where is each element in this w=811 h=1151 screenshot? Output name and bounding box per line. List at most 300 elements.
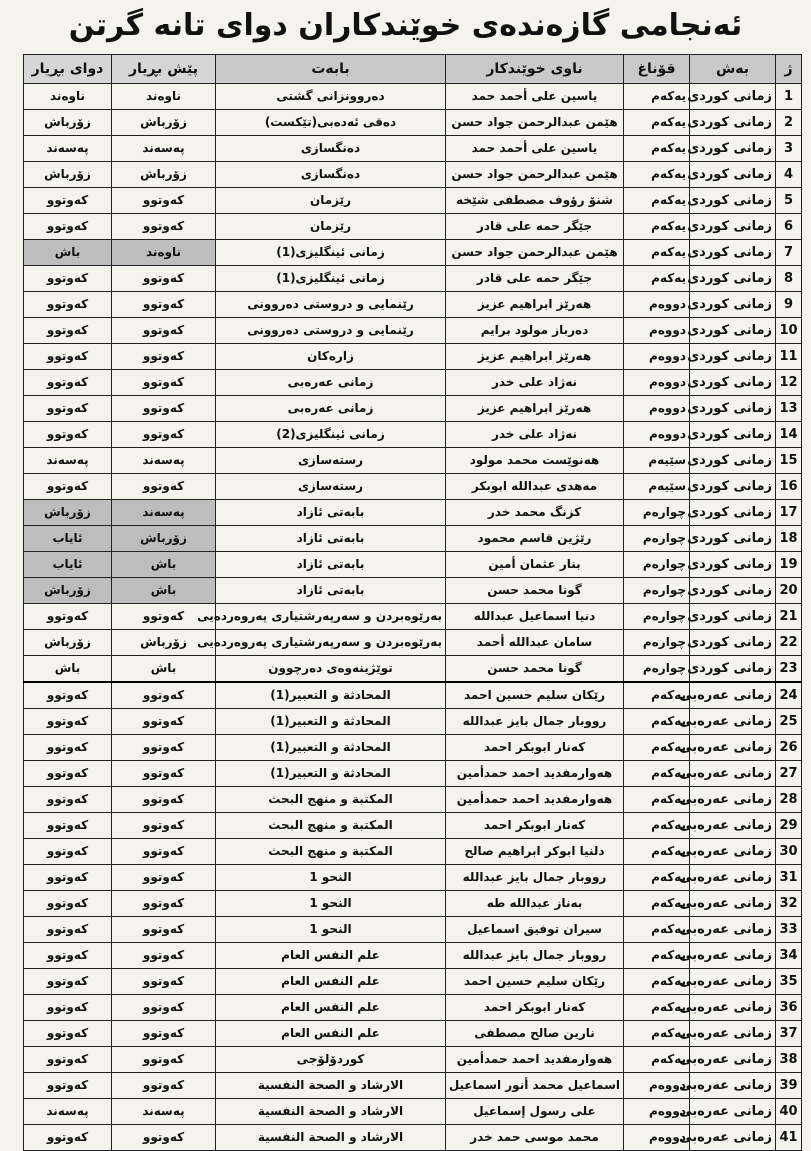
before-decision-cell: کەوتوو	[112, 787, 216, 813]
after-decision-cell: کەوتوو	[24, 1047, 112, 1073]
student-name-cell: دەرباز مولود برایم	[446, 318, 624, 344]
table-row	[24, 839, 802, 865]
table-row	[24, 604, 802, 630]
after-decision-cell: ئایاب	[24, 526, 112, 552]
subject-cell: زمانی عەرەبی	[216, 370, 446, 396]
row-number: 15	[776, 448, 802, 474]
department-cell: زمانی عەرەبی	[690, 865, 776, 891]
stage-cell: چوارەم	[624, 604, 690, 630]
department-cell: زمانی کوردی	[690, 474, 776, 500]
table-row	[24, 370, 802, 396]
subject-cell: المکتبة و منهج البحث	[216, 839, 446, 865]
row-number: 31	[776, 865, 802, 891]
table-row	[24, 162, 802, 188]
table-row	[24, 110, 802, 136]
table-row	[24, 787, 802, 813]
table-row	[24, 188, 802, 214]
subject-cell: زمانی ئینگلیزی(2)	[216, 422, 446, 448]
header-no: ژ	[776, 55, 802, 84]
student-name-cell: هەرێز ابراهیم عزیز	[446, 292, 624, 318]
after-decision-cell: کەوتوو	[24, 787, 112, 813]
subject-cell: بابەتی ئازاد	[216, 500, 446, 526]
department-cell: زمانی عەرەبی	[690, 787, 776, 813]
subject-cell: علم النفس العام	[216, 1021, 446, 1047]
student-name-cell: هێمن عبدالرحمن جواد حسن	[446, 162, 624, 188]
student-name-cell: هەوارمفدید احمد حمدأمین	[446, 787, 624, 813]
after-decision-cell: کەوتوو	[24, 474, 112, 500]
table-row	[24, 917, 802, 943]
header-department: بەش	[690, 55, 776, 84]
before-decision-cell: کەوتوو	[112, 370, 216, 396]
after-decision-cell: زۆرباش	[24, 110, 112, 136]
subject-cell: کوردۆلۆجی	[216, 1047, 446, 1073]
after-decision-cell: زۆرباش	[24, 578, 112, 604]
department-cell: زمانی عەرەبی	[690, 1021, 776, 1047]
department-cell: زمانی کوردی	[690, 396, 776, 422]
department-cell: زمانی کوردی	[690, 422, 776, 448]
after-decision-cell: زۆرباش	[24, 500, 112, 526]
subject-cell: رێزمان	[216, 188, 446, 214]
after-decision-cell: کەوتوو	[24, 891, 112, 917]
stage-cell: دووەم	[624, 1125, 690, 1151]
after-decision-cell: کەوتوو	[24, 682, 112, 709]
after-decision-cell: کەوتوو	[24, 995, 112, 1021]
department-cell: زمانی عەرەبی	[690, 1047, 776, 1073]
student-name-cell: جێگر حمە علی قادر	[446, 214, 624, 240]
before-decision-cell: کەوتوو	[112, 266, 216, 292]
subject-cell: علم النفس العام	[216, 943, 446, 969]
department-cell: زمانی کوردی	[690, 344, 776, 370]
student-name-cell: کزنگ محمد خدر	[446, 500, 624, 526]
before-decision-cell: کەوتوو	[112, 682, 216, 709]
after-decision-cell: کەوتوو	[24, 969, 112, 995]
before-decision-cell: پەسەند	[112, 1099, 216, 1125]
table-row	[24, 578, 802, 604]
subject-cell: زمانی ئینگلیزی(1)	[216, 266, 446, 292]
department-cell: زمانی کوردی	[690, 370, 776, 396]
stage-cell: یەکەم	[624, 214, 690, 240]
before-decision-cell: ناوەند	[112, 240, 216, 266]
after-decision-cell: کەوتوو	[24, 1021, 112, 1047]
row-number: 2	[776, 110, 802, 136]
table-row	[24, 136, 802, 162]
table-row	[24, 1047, 802, 1073]
table-row	[24, 1125, 802, 1151]
after-decision-cell: باش	[24, 240, 112, 266]
before-decision-cell: زۆرباش	[112, 526, 216, 552]
page-title: ئەنجامی گازەندەی خوێندکاران دوای تانە گرتن	[68, 8, 743, 43]
subject-cell: الارشاد و الصحة النفسیة	[216, 1099, 446, 1125]
table-row	[24, 630, 802, 656]
department-cell: زمانی کوردی	[690, 240, 776, 266]
table-row	[24, 865, 802, 891]
row-number: 19	[776, 552, 802, 578]
stage-cell: یەکەم	[624, 865, 690, 891]
stage-cell: یەکەم	[624, 969, 690, 995]
department-cell: زمانی عەرەبی	[690, 761, 776, 787]
department-cell: زمانی کوردی	[690, 188, 776, 214]
before-decision-cell: پەسەند	[112, 136, 216, 162]
row-number: 16	[776, 474, 802, 500]
department-cell: زمانی کوردی	[690, 578, 776, 604]
row-number: 41	[776, 1125, 802, 1151]
subject-cell: دەنگسازی	[216, 162, 446, 188]
department-cell: زمانی کوردی	[690, 448, 776, 474]
before-decision-cell: کەوتوو	[112, 709, 216, 735]
table-row	[24, 240, 802, 266]
subject-cell: بابەتی ئازاد	[216, 526, 446, 552]
subject-cell: زمانی ئینگلیزی(1)	[216, 240, 446, 266]
subject-cell: رستەسازی	[216, 474, 446, 500]
table-row	[24, 709, 802, 735]
after-decision-cell: کەوتوو	[24, 865, 112, 891]
subject-cell: المکتبة و منهج البحث	[216, 787, 446, 813]
subject-cell: بەرێوەبردن و سەرپەرشتیاری پەروەردەیی	[216, 630, 446, 656]
subject-cell: زمانی عەرەبی	[216, 396, 446, 422]
student-name-cell: نارین صالح مصطفی	[446, 1021, 624, 1047]
stage-cell: یەکەم	[624, 110, 690, 136]
student-name-cell: هێمن عبدالرحمن جواد حسن	[446, 240, 624, 266]
before-decision-cell: کەوتوو	[112, 1021, 216, 1047]
after-decision-cell: پەسەند	[24, 136, 112, 162]
department-cell: زمانی عەرەبی	[690, 969, 776, 995]
subject-cell: دەروونزانی گشتی	[216, 84, 446, 110]
results-table	[23, 54, 802, 1151]
subject-cell: الارشاد و الصحة النفسیة	[216, 1073, 446, 1099]
student-name-cell: رێژین قاسم محمود	[446, 526, 624, 552]
subject-cell: زارەکان	[216, 344, 446, 370]
department-cell: زمانی عەرەبی	[690, 891, 776, 917]
student-name-cell: هێمن عبدالرحمن جواد حسن	[446, 110, 624, 136]
table-body	[24, 84, 802, 1151]
stage-cell: یەکەم	[624, 761, 690, 787]
department-cell: زمانی کوردی	[690, 500, 776, 526]
student-name-cell: کەنار ابوبکر احمد	[446, 735, 624, 761]
row-number: 9	[776, 292, 802, 318]
stage-cell: یەکەم	[624, 709, 690, 735]
row-number: 35	[776, 969, 802, 995]
stage-cell: چوارەم	[624, 500, 690, 526]
subject-cell: توێژینەوەی دەرچوون	[216, 656, 446, 683]
subject-cell: المحادثة و التعبیر(1)	[216, 709, 446, 735]
after-decision-cell: زۆرباش	[24, 630, 112, 656]
table-row	[24, 318, 802, 344]
row-number: 29	[776, 813, 802, 839]
row-number: 27	[776, 761, 802, 787]
row-number: 7	[776, 240, 802, 266]
department-cell: زمانی عەرەبی	[690, 995, 776, 1021]
before-decision-cell: کەوتوو	[112, 943, 216, 969]
student-name-cell: هەوارمفدید احمد حمدأمین	[446, 761, 624, 787]
department-cell: زمانی کوردی	[690, 136, 776, 162]
after-decision-cell: کەوتوو	[24, 604, 112, 630]
after-decision-cell: کەوتوو	[24, 839, 112, 865]
table-row	[24, 84, 802, 110]
table-row	[24, 214, 802, 240]
table-row	[24, 813, 802, 839]
after-decision-cell: کەوتوو	[24, 292, 112, 318]
header-before: پێش بڕیار	[112, 55, 216, 84]
stage-cell: دووەم	[624, 292, 690, 318]
department-cell: زمانی عەرەبی	[690, 735, 776, 761]
table-row	[24, 1073, 802, 1099]
after-decision-cell: کەوتوو	[24, 214, 112, 240]
before-decision-cell: پەسەند	[112, 448, 216, 474]
before-decision-cell: زۆرباش	[112, 110, 216, 136]
stage-cell: یەکەم	[624, 84, 690, 110]
before-decision-cell: کەوتوو	[112, 891, 216, 917]
before-decision-cell: کەوتوو	[112, 1047, 216, 1073]
stage-cell: یەکەم	[624, 136, 690, 162]
after-decision-cell: کەوتوو	[24, 761, 112, 787]
after-decision-cell: کەوتوو	[24, 1125, 112, 1151]
stage-cell: یەکەم	[624, 1047, 690, 1073]
before-decision-cell: کەوتوو	[112, 917, 216, 943]
department-cell: زمانی کوردی	[690, 552, 776, 578]
stage-cell: یەکەم	[624, 787, 690, 813]
student-name-cell: بنار عثمان أمین	[446, 552, 624, 578]
table-row	[24, 292, 802, 318]
department-cell: زمانی عەرەبی	[690, 709, 776, 735]
row-number: 32	[776, 891, 802, 917]
student-name-cell: شنۆ رؤوف مصطفی شێخە	[446, 188, 624, 214]
before-decision-cell: ناوەند	[112, 84, 216, 110]
student-name-cell: گونا محمد حسن	[446, 578, 624, 604]
after-decision-cell: کەوتوو	[24, 266, 112, 292]
department-cell: زمانی کوردی	[690, 110, 776, 136]
after-decision-cell: باش	[24, 656, 112, 683]
row-number: 22	[776, 630, 802, 656]
header-row	[24, 55, 802, 84]
before-decision-cell: کەوتوو	[112, 474, 216, 500]
department-cell: زمانی کوردی	[690, 84, 776, 110]
department-cell: زمانی کوردی	[690, 526, 776, 552]
table-row	[24, 500, 802, 526]
after-decision-cell: کەوتوو	[24, 422, 112, 448]
subject-cell: بابەتی ئازاد	[216, 578, 446, 604]
stage-cell: دووەم	[624, 1073, 690, 1099]
table-row	[24, 474, 802, 500]
table-row	[24, 891, 802, 917]
after-decision-cell: کەوتوو	[24, 813, 112, 839]
row-number: 33	[776, 917, 802, 943]
department-cell: زمانی عەرەبی	[690, 813, 776, 839]
student-name-cell: سیران توفیق اسماعیل	[446, 917, 624, 943]
stage-cell: سێیەم	[624, 448, 690, 474]
before-decision-cell: کەوتوو	[112, 735, 216, 761]
stage-cell: یەکەم	[624, 891, 690, 917]
after-decision-cell: پەسەند	[24, 448, 112, 474]
student-name-cell: هەرێز ابراهیم عزیز	[446, 344, 624, 370]
student-name-cell: رێکان سلیم حسین احمد	[446, 969, 624, 995]
before-decision-cell: کەوتوو	[112, 422, 216, 448]
stage-cell: سێیەم	[624, 474, 690, 500]
student-name-cell: دلنیا ابوکر ابراهیم صالح	[446, 839, 624, 865]
before-decision-cell: باش	[112, 578, 216, 604]
before-decision-cell: کەوتوو	[112, 995, 216, 1021]
student-name-cell: رێکان سلیم حسین احمد	[446, 682, 624, 709]
after-decision-cell: ئایاب	[24, 552, 112, 578]
subject-cell: المحادثة و التعبیر(1)	[216, 735, 446, 761]
department-cell: زمانی کوردی	[690, 162, 776, 188]
subject-cell: علم النفس العام	[216, 969, 446, 995]
subject-cell: النحو 1	[216, 891, 446, 917]
subject-cell: المحادثة و التعبیر(1)	[216, 761, 446, 787]
after-decision-cell: کەوتوو	[24, 1073, 112, 1099]
before-decision-cell: باش	[112, 656, 216, 683]
student-name-cell: نەژاد علی خدر	[446, 422, 624, 448]
row-number: 20	[776, 578, 802, 604]
before-decision-cell: کەوتوو	[112, 969, 216, 995]
table-row	[24, 735, 802, 761]
student-name-cell: نەژاد علی خدر	[446, 370, 624, 396]
after-decision-cell: کەوتوو	[24, 344, 112, 370]
row-number: 4	[776, 162, 802, 188]
subject-cell: النحو 1	[216, 865, 446, 891]
row-number: 24	[776, 682, 802, 709]
subject-cell: النحو 1	[216, 917, 446, 943]
department-cell: زمانی کوردی	[690, 318, 776, 344]
row-number: 5	[776, 188, 802, 214]
student-name-cell: جێگر حمە علی قادر	[446, 266, 624, 292]
stage-cell: یەکەم	[624, 995, 690, 1021]
before-decision-cell: کەوتوو	[112, 344, 216, 370]
subject-cell: علم النفس العام	[216, 995, 446, 1021]
after-decision-cell: کەوتوو	[24, 917, 112, 943]
student-name-cell: گونا محمد حسن	[446, 656, 624, 683]
student-name-cell: علی رسول إسماعیل	[446, 1099, 624, 1125]
table-row	[24, 1021, 802, 1047]
before-decision-cell: کەوتوو	[112, 1073, 216, 1099]
student-name-cell: محمد موسی حمد خدر	[446, 1125, 624, 1151]
stage-cell: دووەم	[624, 370, 690, 396]
table-row	[24, 969, 802, 995]
row-number: 13	[776, 396, 802, 422]
subject-cell: دەقی ئەدەبی(تێکست)	[216, 110, 446, 136]
row-number: 38	[776, 1047, 802, 1073]
header-subject: بابەت	[216, 55, 446, 84]
stage-cell: دووەم	[624, 318, 690, 344]
subject-cell: رێنمایی و دروستی دەروونی	[216, 318, 446, 344]
table-row	[24, 682, 802, 709]
subject-cell: المحادثة و التعبیر(1)	[216, 682, 446, 709]
table-row	[24, 266, 802, 292]
subject-cell: رێزمان	[216, 214, 446, 240]
student-name-cell: هەوارمفدید احمد حمدأمین	[446, 1047, 624, 1073]
row-number: 18	[776, 526, 802, 552]
row-number: 10	[776, 318, 802, 344]
before-decision-cell: کەوتوو	[112, 318, 216, 344]
stage-cell: یەکەم	[624, 917, 690, 943]
before-decision-cell: کەوتوو	[112, 604, 216, 630]
stage-cell: یەکەم	[624, 266, 690, 292]
row-number: 17	[776, 500, 802, 526]
student-name-cell: اسماعیل محمد أنور اسماعیل	[446, 1073, 624, 1099]
subject-cell: رستەسازی	[216, 448, 446, 474]
department-cell: زمانی کوردی	[690, 630, 776, 656]
row-number: 3	[776, 136, 802, 162]
row-number: 34	[776, 943, 802, 969]
department-cell: زمانی کوردی	[690, 292, 776, 318]
student-name-cell: کەنار ابوبکر احمد	[446, 995, 624, 1021]
student-name-cell: سامان عبداللە أحمد	[446, 630, 624, 656]
stage-cell: چوارەم	[624, 578, 690, 604]
student-name-cell: رووبار جمال بایز عبداللە	[446, 943, 624, 969]
table-row	[24, 656, 802, 683]
row-number: 28	[776, 787, 802, 813]
department-cell: زمانی کوردی	[690, 656, 776, 683]
before-decision-cell: کەوتوو	[112, 188, 216, 214]
department-cell: زمانی کوردی	[690, 214, 776, 240]
row-number: 11	[776, 344, 802, 370]
before-decision-cell: زۆرباش	[112, 630, 216, 656]
department-cell: زمانی عەرەبی	[690, 1125, 776, 1151]
department-cell: زمانی عەرەبی	[690, 839, 776, 865]
department-cell: زمانی عەرەبی	[690, 1099, 776, 1125]
stage-cell: چوارەم	[624, 526, 690, 552]
subject-cell: بابەتی ئازاد	[216, 552, 446, 578]
stage-cell: یەکەم	[624, 813, 690, 839]
table-row	[24, 761, 802, 787]
stage-cell: یەکەم	[624, 682, 690, 709]
stage-cell: دووەم	[624, 344, 690, 370]
before-decision-cell: باش	[112, 552, 216, 578]
student-name-cell: هەرێز ابراهیم عزیز	[446, 396, 624, 422]
stage-cell: چوارەم	[624, 656, 690, 683]
stage-cell: یەکەم	[624, 735, 690, 761]
before-decision-cell: زۆرباش	[112, 162, 216, 188]
row-number: 6	[776, 214, 802, 240]
stage-cell: یەکەم	[624, 943, 690, 969]
subject-cell: بەرێوەبردن و سەرپەرشتیاری پەروەردەیی	[216, 604, 446, 630]
table-row	[24, 448, 802, 474]
row-number: 39	[776, 1073, 802, 1099]
row-number: 36	[776, 995, 802, 1021]
before-decision-cell: پەسەند	[112, 500, 216, 526]
student-name-cell: مەهدی عبداللە ابوبکر	[446, 474, 624, 500]
table-row	[24, 995, 802, 1021]
row-number: 23	[776, 656, 802, 683]
before-decision-cell: کەوتوو	[112, 214, 216, 240]
before-decision-cell: کەوتوو	[112, 839, 216, 865]
row-number: 1	[776, 84, 802, 110]
stage-cell: دووەم	[624, 422, 690, 448]
student-name-cell: یاسین علی أحمد حمد	[446, 136, 624, 162]
row-number: 40	[776, 1099, 802, 1125]
after-decision-cell: زۆرباش	[24, 162, 112, 188]
row-number: 37	[776, 1021, 802, 1047]
after-decision-cell: کەوتوو	[24, 735, 112, 761]
header-student: ناوی خوێندکار	[446, 55, 624, 84]
after-decision-cell: کەوتوو	[24, 188, 112, 214]
row-number: 12	[776, 370, 802, 396]
table-row	[24, 943, 802, 969]
table-row	[24, 396, 802, 422]
student-name-cell: رووبار جمال بایز عبداللە	[446, 865, 624, 891]
row-number: 26	[776, 735, 802, 761]
student-name-cell: یاسین علی أحمد حمد	[446, 84, 624, 110]
after-decision-cell: کەوتوو	[24, 318, 112, 344]
row-number: 14	[776, 422, 802, 448]
before-decision-cell: کەوتوو	[112, 1125, 216, 1151]
stage-cell: دووەم	[624, 1099, 690, 1125]
student-name-cell: بەناز عبداللە طە	[446, 891, 624, 917]
table-row	[24, 1099, 802, 1125]
before-decision-cell: کەوتوو	[112, 292, 216, 318]
after-decision-cell: کەوتوو	[24, 709, 112, 735]
table-row	[24, 344, 802, 370]
stage-cell: یەکەم	[624, 162, 690, 188]
